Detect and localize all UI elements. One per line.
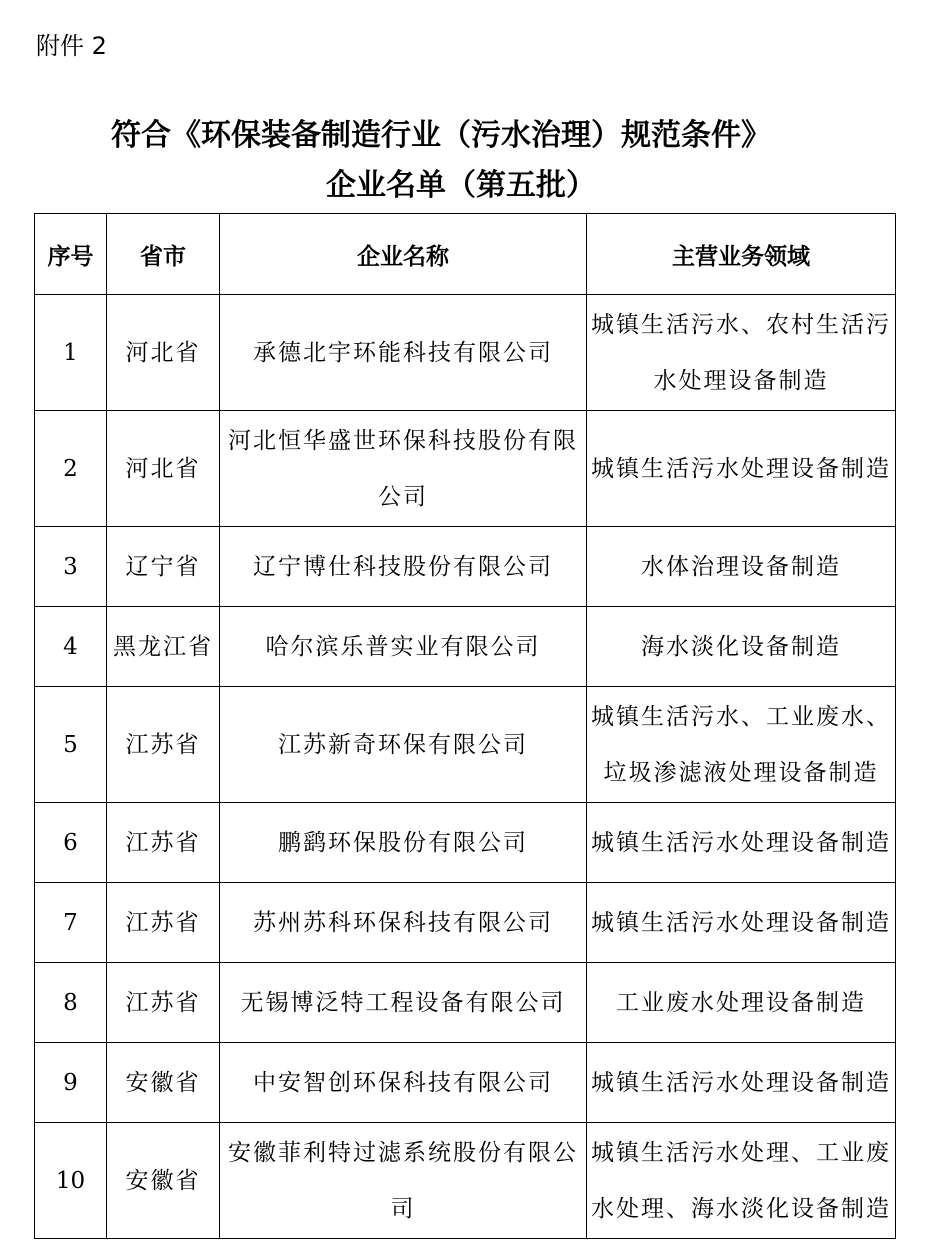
enterprise-list-table [34, 213, 896, 1239]
table-row [35, 295, 896, 411]
row-province: 江苏省 [107, 963, 220, 1043]
table-row [35, 803, 896, 883]
table-row [35, 1123, 896, 1239]
row-business: 海水淡化设备制造 [587, 607, 896, 687]
row-number: 7 [35, 883, 107, 963]
row-company: 安徽菲利特过滤系统股份有限公司 [220, 1123, 587, 1239]
row-business: 城镇生活污水处理设备制造 [587, 1043, 896, 1123]
document-title-line1: 符合《环保装备制造行业（污水治理）规范条件》 [111, 118, 771, 153]
table-row [35, 883, 896, 963]
row-province: 黑龙江省 [107, 607, 220, 687]
row-province: 江苏省 [107, 687, 220, 803]
header-company-name: 企业名称 [220, 214, 587, 295]
row-province: 安徽省 [107, 1123, 220, 1239]
table-row [35, 607, 896, 687]
row-business: 城镇生活污水、农村生活污水处理设备制造 [587, 295, 896, 411]
row-province: 江苏省 [107, 883, 220, 963]
row-company: 辽宁博仕科技股份有限公司 [220, 527, 587, 607]
row-number: 9 [35, 1043, 107, 1123]
header-main-business: 主营业务领域 [587, 214, 896, 295]
table-row [35, 527, 896, 607]
row-number: 1 [35, 295, 107, 411]
row-company: 鹏鹞环保股份有限公司 [220, 803, 587, 883]
row-province: 辽宁省 [107, 527, 220, 607]
header-serial-number: 序号 [35, 214, 107, 295]
row-number: 3 [35, 527, 107, 607]
row-business: 水体治理设备制造 [587, 527, 896, 607]
row-business: 城镇生活污水处理设备制造 [587, 883, 896, 963]
table-header-row [35, 214, 896, 295]
table-row [35, 411, 896, 527]
row-company: 苏州苏科环保科技有限公司 [220, 883, 587, 963]
row-company: 河北恒华盛世环保科技股份有限公司 [220, 411, 587, 527]
row-number: 4 [35, 607, 107, 687]
row-province: 河北省 [107, 411, 220, 527]
table-row [35, 687, 896, 803]
attachment-label: 附件 2 [36, 32, 107, 60]
row-number: 2 [35, 411, 107, 527]
row-company: 哈尔滨乐普实业有限公司 [220, 607, 587, 687]
row-province: 河北省 [107, 295, 220, 411]
row-number: 10 [35, 1123, 107, 1239]
header-province: 省市 [107, 214, 220, 295]
table-row [35, 963, 896, 1043]
document-title-line2: 企业名单（第五批） [326, 168, 596, 203]
row-company: 江苏新奇环保有限公司 [220, 687, 587, 803]
row-province: 江苏省 [107, 803, 220, 883]
row-province: 安徽省 [107, 1043, 220, 1123]
row-business: 城镇生活污水处理、工业废水处理、海水淡化设备制造 [587, 1123, 896, 1239]
table-row [35, 1043, 896, 1123]
row-company: 中安智创环保科技有限公司 [220, 1043, 587, 1123]
row-business: 城镇生活污水处理设备制造 [587, 803, 896, 883]
row-company: 无锡博泛特工程设备有限公司 [220, 963, 587, 1043]
row-number: 5 [35, 687, 107, 803]
row-number: 6 [35, 803, 107, 883]
row-business: 城镇生活污水处理设备制造 [587, 411, 896, 527]
row-business: 城镇生活污水、工业废水、垃圾渗滤液处理设备制造 [587, 687, 896, 803]
row-number: 8 [35, 963, 107, 1043]
row-business: 工业废水处理设备制造 [587, 963, 896, 1043]
row-company: 承德北宇环能科技有限公司 [220, 295, 587, 411]
